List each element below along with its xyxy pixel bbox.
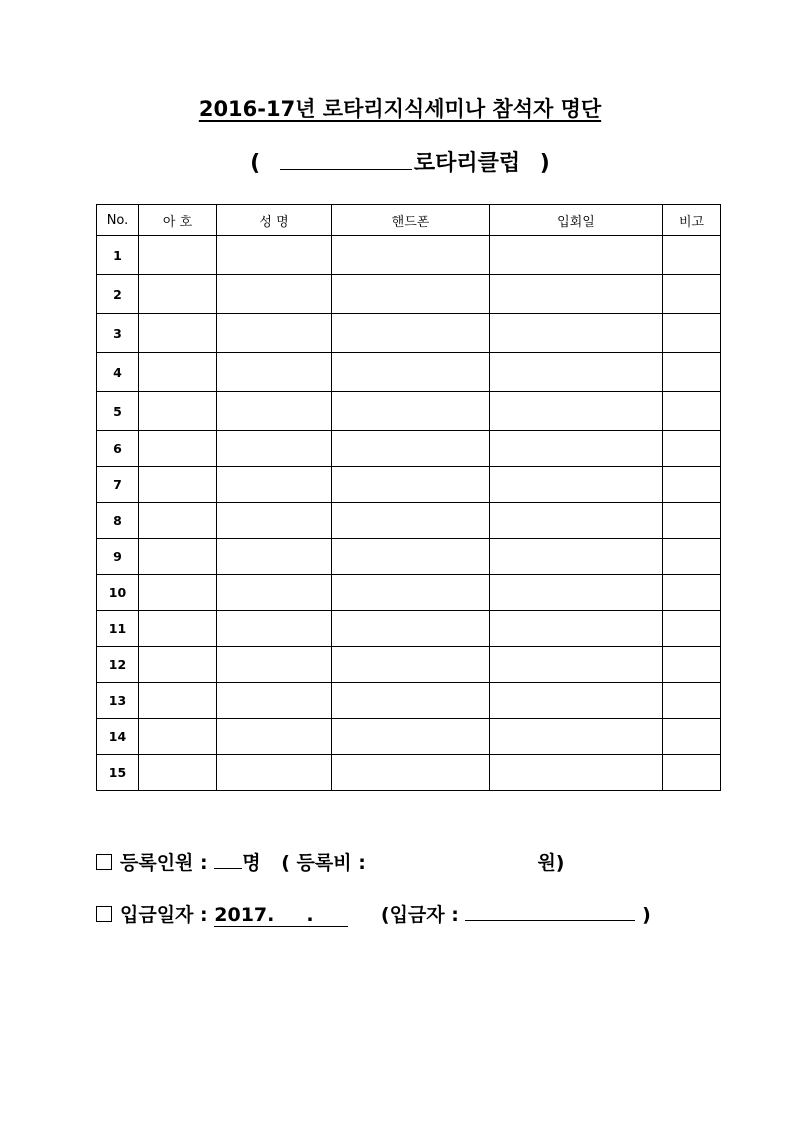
remarks-cell[interactable] [663, 236, 721, 275]
remarks-cell[interactable] [663, 647, 721, 683]
join-date-cell[interactable] [490, 503, 663, 539]
table-row [97, 236, 721, 275]
join-date-cell[interactable] [490, 755, 663, 791]
column-header-join-date: 입회일 [490, 205, 663, 236]
name-cell[interactable] [217, 275, 332, 314]
registered-count-blank[interactable] [214, 850, 242, 869]
fee-label: ( 등록비 : [281, 852, 366, 874]
row-number: 11 [97, 611, 139, 647]
pen-name-cell[interactable] [139, 683, 217, 719]
pen-name-cell[interactable] [139, 314, 217, 353]
table-row [97, 647, 721, 683]
pen-name-cell[interactable] [139, 467, 217, 503]
deposit-label: 입금일자 : [120, 904, 208, 926]
name-cell[interactable] [217, 314, 332, 353]
name-cell[interactable] [217, 683, 332, 719]
remarks-cell[interactable] [663, 275, 721, 314]
depositor-close-paren: ) [642, 904, 651, 926]
deposit-year: 2017. [214, 904, 275, 926]
name-cell[interactable] [217, 236, 332, 275]
remarks-cell[interactable] [663, 314, 721, 353]
remarks-cell[interactable] [663, 755, 721, 791]
row-number: 2 [97, 275, 139, 314]
remarks-cell[interactable] [663, 353, 721, 392]
column-header-remarks: 비고 [663, 205, 721, 236]
table-row [97, 575, 721, 611]
column-header-phone: 핸드폰 [332, 205, 490, 236]
remarks-cell[interactable] [663, 611, 721, 647]
club-name-blank[interactable] [280, 149, 412, 170]
join-date-cell[interactable] [490, 719, 663, 755]
phone-cell[interactable] [332, 392, 490, 431]
row-number: 13 [97, 683, 139, 719]
phone-cell[interactable] [332, 755, 490, 791]
club-name-line [0, 146, 800, 177]
attendee-table [96, 204, 721, 791]
table-row [97, 353, 721, 392]
join-date-cell[interactable] [490, 431, 663, 467]
table-row [97, 275, 721, 314]
name-cell[interactable] [217, 392, 332, 431]
deposit-date-field[interactable] [214, 904, 348, 927]
phone-cell[interactable] [332, 611, 490, 647]
fee-unit: 원) [537, 852, 565, 874]
name-cell[interactable] [217, 539, 332, 575]
row-number: 15 [97, 755, 139, 791]
remarks-cell[interactable] [663, 719, 721, 755]
table-row [97, 719, 721, 755]
table-row [97, 314, 721, 353]
phone-cell[interactable] [332, 236, 490, 275]
remarks-cell[interactable] [663, 539, 721, 575]
row-number: 5 [97, 392, 139, 431]
pen-name-cell[interactable] [139, 275, 217, 314]
pen-name-cell[interactable] [139, 611, 217, 647]
page-title [0, 93, 800, 123]
name-cell[interactable] [217, 719, 332, 755]
row-number: 10 [97, 575, 139, 611]
join-date-cell[interactable] [490, 353, 663, 392]
join-date-cell[interactable] [490, 314, 663, 353]
join-date-cell[interactable] [490, 467, 663, 503]
table-row [97, 467, 721, 503]
remarks-cell[interactable] [663, 683, 721, 719]
name-cell[interactable] [217, 755, 332, 791]
table-row [97, 755, 721, 791]
phone-cell[interactable] [332, 431, 490, 467]
registered-unit: 명 [242, 852, 261, 874]
pen-name-cell[interactable] [139, 647, 217, 683]
join-date-cell[interactable] [490, 236, 663, 275]
row-number: 4 [97, 353, 139, 392]
row-number: 14 [97, 719, 139, 755]
row-number: 12 [97, 647, 139, 683]
phone-cell[interactable] [332, 719, 490, 755]
table-row [97, 392, 721, 431]
pen-name-cell[interactable] [139, 236, 217, 275]
name-cell[interactable] [217, 353, 332, 392]
pen-name-cell[interactable] [139, 755, 217, 791]
column-header-no: No. [97, 205, 139, 236]
phone-cell[interactable] [332, 275, 490, 314]
phone-cell[interactable] [332, 647, 490, 683]
row-number: 3 [97, 314, 139, 353]
phone-cell[interactable] [332, 467, 490, 503]
table-row [97, 683, 721, 719]
join-date-cell[interactable] [490, 647, 663, 683]
name-cell[interactable] [217, 503, 332, 539]
join-date-cell[interactable] [490, 683, 663, 719]
pen-name-cell[interactable] [139, 392, 217, 431]
table-row [97, 611, 721, 647]
phone-cell[interactable] [332, 683, 490, 719]
registration-count-line [96, 848, 565, 875]
join-date-cell[interactable] [490, 539, 663, 575]
depositor-label: (입금자 : [380, 904, 459, 926]
subtitle-suffix: 로타리클럽 [413, 151, 521, 176]
column-header-pen-name: 아 호 [139, 205, 217, 236]
pen-name-cell[interactable] [139, 575, 217, 611]
name-cell[interactable] [217, 611, 332, 647]
row-number: 1 [97, 236, 139, 275]
page-title-text: 2016-17년 로타리지식세미나 참석자 명단 [198, 97, 602, 121]
row-number: 7 [97, 467, 139, 503]
pen-name-cell[interactable] [139, 353, 217, 392]
remarks-cell[interactable] [663, 467, 721, 503]
subtitle-open-paren: ( [250, 151, 261, 176]
row-number: 9 [97, 539, 139, 575]
checkbox-icon[interactable] [96, 854, 112, 870]
pen-name-cell[interactable] [139, 431, 217, 467]
join-date-cell[interactable] [490, 575, 663, 611]
deposit-date-line [96, 900, 651, 927]
pen-name-cell[interactable] [139, 503, 217, 539]
phone-cell[interactable] [332, 353, 490, 392]
deposit-date-dot: . [306, 904, 314, 926]
table-header-row [97, 205, 721, 236]
name-cell[interactable] [217, 431, 332, 467]
row-number: 6 [97, 431, 139, 467]
subtitle-close-paren: ) [539, 151, 550, 176]
name-cell[interactable] [217, 467, 332, 503]
remarks-cell[interactable] [663, 392, 721, 431]
remarks-cell[interactable] [663, 503, 721, 539]
depositor-name-blank[interactable] [465, 902, 635, 921]
remarks-cell[interactable] [663, 575, 721, 611]
join-date-cell[interactable] [490, 611, 663, 647]
table-row [97, 539, 721, 575]
pen-name-cell[interactable] [139, 539, 217, 575]
name-cell[interactable] [217, 575, 332, 611]
table-row [97, 503, 721, 539]
join-date-cell[interactable] [490, 275, 663, 314]
checkbox-icon[interactable] [96, 906, 112, 922]
phone-cell[interactable] [332, 503, 490, 539]
remarks-cell[interactable] [663, 431, 721, 467]
phone-cell[interactable] [332, 314, 490, 353]
row-number: 8 [97, 503, 139, 539]
phone-cell[interactable] [332, 539, 490, 575]
phone-cell[interactable] [332, 575, 490, 611]
pen-name-cell[interactable] [139, 719, 217, 755]
column-header-name: 성 명 [217, 205, 332, 236]
registered-label: 등록인원 : [120, 852, 208, 874]
name-cell[interactable] [217, 647, 332, 683]
table-row [97, 431, 721, 467]
join-date-cell[interactable] [490, 392, 663, 431]
